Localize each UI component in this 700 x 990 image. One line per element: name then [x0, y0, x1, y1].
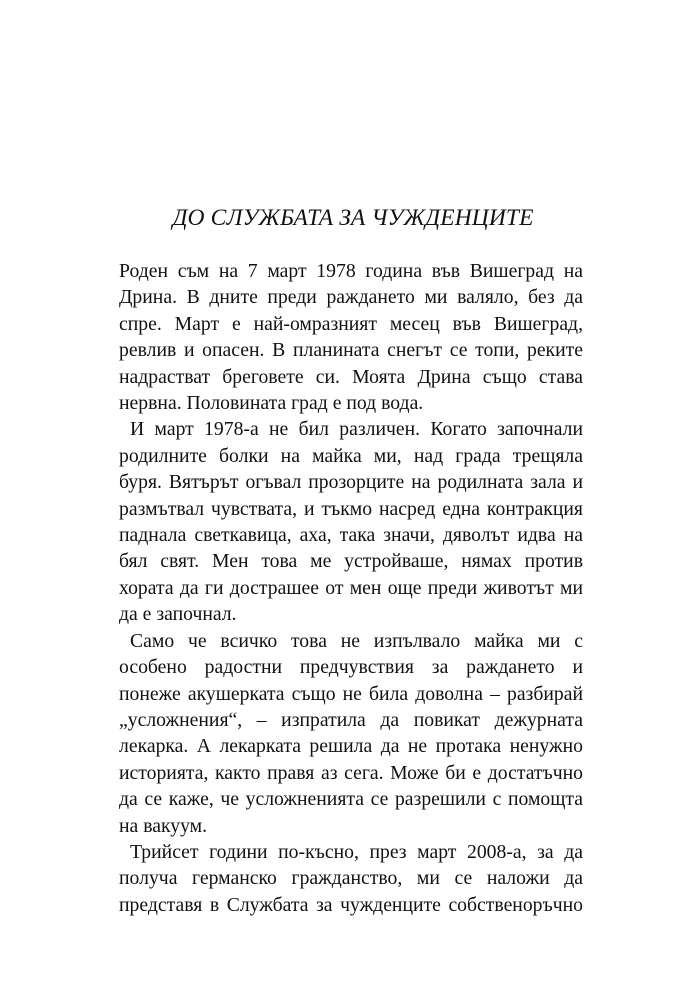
text-line: „усложнения“, – изпратила да повикат дежурната: [119, 708, 583, 731]
text-line: Роден съм на 7 март 1978 година във Вишеград на: [119, 260, 583, 282]
text-line: Дрина. В дните преди раждането ми валяло, без да: [119, 286, 583, 309]
paragraph-3: [119, 628, 583, 839]
text-line: хората да ги дострашее от мен още преди животът ми: [119, 576, 583, 599]
text-line: лекарка. А лекарката решила да не протака ненужно: [119, 735, 583, 758]
chapter-title: ДО СЛУЖБАТА ЗА ЧУЖДЕНЦИТЕ: [172, 205, 534, 231]
body-text: [119, 258, 583, 918]
text-line: представя в Службата за чужденците собственоръчно: [119, 893, 583, 916]
paragraph-2: [119, 416, 583, 627]
text-line: историята, както правя аз сега. Може би е достатъчно: [119, 761, 583, 784]
text-line: Трийсет години по-късно, през март 2008-а, за да: [130, 840, 583, 863]
text-line: да е започнал.: [119, 603, 237, 626]
text-line: особено радостни предчувствия за раждането и: [119, 656, 583, 679]
text-line: нервна. Половината град е под вода.: [119, 392, 424, 415]
text-line: надрастват бреговете си. Моята Дрина също става: [119, 365, 583, 388]
text-line: да се каже, че усложненията се разрешили с помощта: [119, 788, 583, 811]
text-line: родилните болки на майка ми, над града трещяла: [119, 444, 583, 467]
paragraph-4: [119, 839, 583, 918]
text-line: Само че всичко това не изпълвало майка ми с: [130, 629, 583, 652]
paragraph-1: [119, 258, 583, 416]
text-line: паднала светкавица, аха, така значи, дяволът идва на: [119, 524, 583, 547]
text-line: спре. Март е най-омразният месец във Вишеград,: [119, 312, 583, 335]
text-line: ревлив и опасен. В планината снегът се топи, реките: [119, 339, 583, 362]
text-line: размътвал чувствата, и тъкмо насред една контракция: [119, 497, 583, 520]
text-line: И март 1978-а не бил различен. Когато започнали: [130, 418, 583, 441]
text-line: буря. Вятърът огъвал прозорците на родилната зала и: [119, 471, 583, 494]
text-line: понеже акушерката също не била доволна – разбирай: [119, 682, 583, 705]
text-line: на вакуум.: [119, 814, 208, 837]
text-line: получа германско гражданство, ми се наложи да: [119, 867, 583, 890]
text-line: бял свят. Мен това ме устройваше, нямах против: [119, 550, 583, 573]
